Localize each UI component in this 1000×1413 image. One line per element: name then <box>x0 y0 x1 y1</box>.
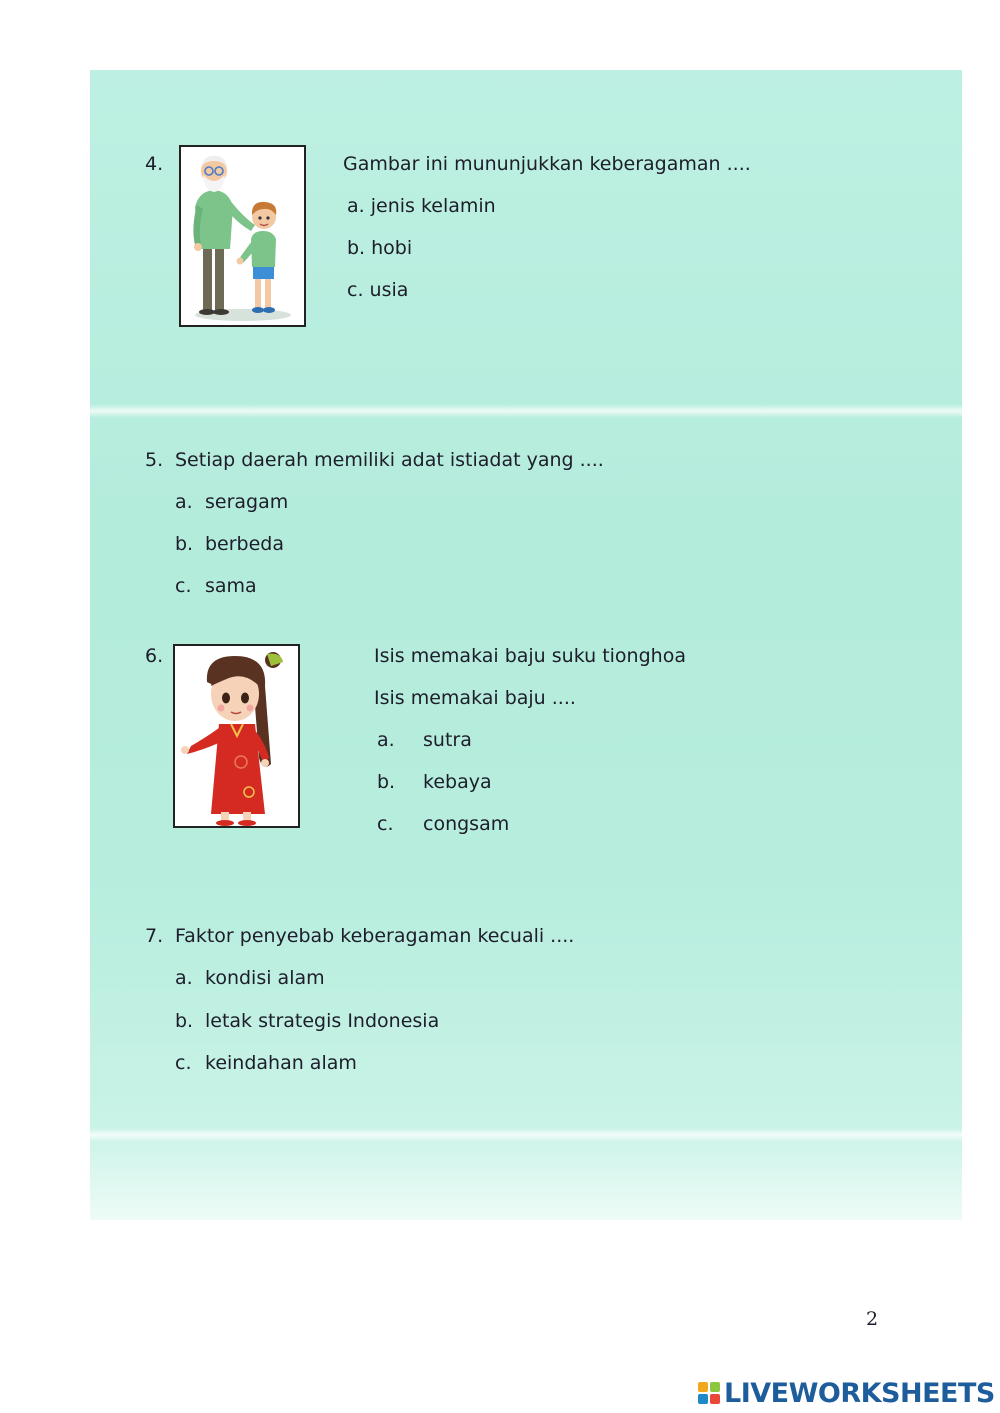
question-7-text: Faktor penyebab keberagaman kecuali .... <box>175 925 575 947</box>
question-6-statement: Isis memakai baju suku tionghoa <box>374 645 686 667</box>
question-5-number: 5. <box>145 449 164 471</box>
question-7-letter-c: c. <box>175 1052 192 1074</box>
grandfather-and-boy-illustration <box>181 147 304 325</box>
question-5-letter-b: b. <box>175 533 194 555</box>
question-6-text: Isis memakai baju .... <box>374 687 576 709</box>
question-7-letter-a: a. <box>175 967 193 989</box>
question-6-letter-b: b. <box>377 771 396 793</box>
question-7-option-a[interactable]: kondisi alam <box>205 967 325 989</box>
question-6-option-c[interactable]: congsam <box>423 813 510 835</box>
girl-in-cheongsam-illustration <box>175 646 298 826</box>
question-4-text: Gambar ini mununjukkan keberagaman .... <box>343 153 751 175</box>
question-7-option-b[interactable]: letak strategis Indonesia <box>205 1010 440 1032</box>
question-4-image <box>179 145 306 327</box>
question-5-option-b[interactable]: berbeda <box>205 533 285 555</box>
question-4-option-a[interactable]: a. jenis kelamin <box>347 195 496 217</box>
question-6-option-b[interactable]: kebaya <box>423 771 492 793</box>
question-4-number: 4. <box>145 153 164 175</box>
question-5-option-c[interactable]: sama <box>205 575 257 597</box>
question-7-number: 7. <box>145 925 164 947</box>
question-7-option-c[interactable]: keindahan alam <box>205 1052 357 1074</box>
question-6-letter-c: c. <box>377 813 394 835</box>
question-4-option-c[interactable]: c. usia <box>347 279 409 301</box>
question-5-letter-c: c. <box>175 575 192 597</box>
question-7-letter-b: b. <box>175 1010 194 1032</box>
question-6-image <box>173 644 300 828</box>
liveworksheets-mark-icon <box>698 1382 720 1404</box>
question-6-option-a[interactable]: sutra <box>423 729 472 751</box>
divider-stripe <box>90 1128 962 1142</box>
page-number: 2 <box>866 1308 879 1330</box>
question-6-letter-a: a. <box>377 729 395 751</box>
question-4-option-b[interactable]: b. hobi <box>347 237 413 259</box>
brand-name: LIVEWORKSHEETS <box>724 1377 995 1409</box>
question-5-option-a[interactable]: seragam <box>205 491 289 513</box>
question-5-letter-a: a. <box>175 491 193 513</box>
divider-stripe <box>90 404 962 418</box>
liveworksheets-logo <box>698 1378 995 1408</box>
question-6-number: 6. <box>145 645 164 667</box>
question-5-text: Setiap daerah memiliki adat istiadat yang .... <box>175 449 604 471</box>
